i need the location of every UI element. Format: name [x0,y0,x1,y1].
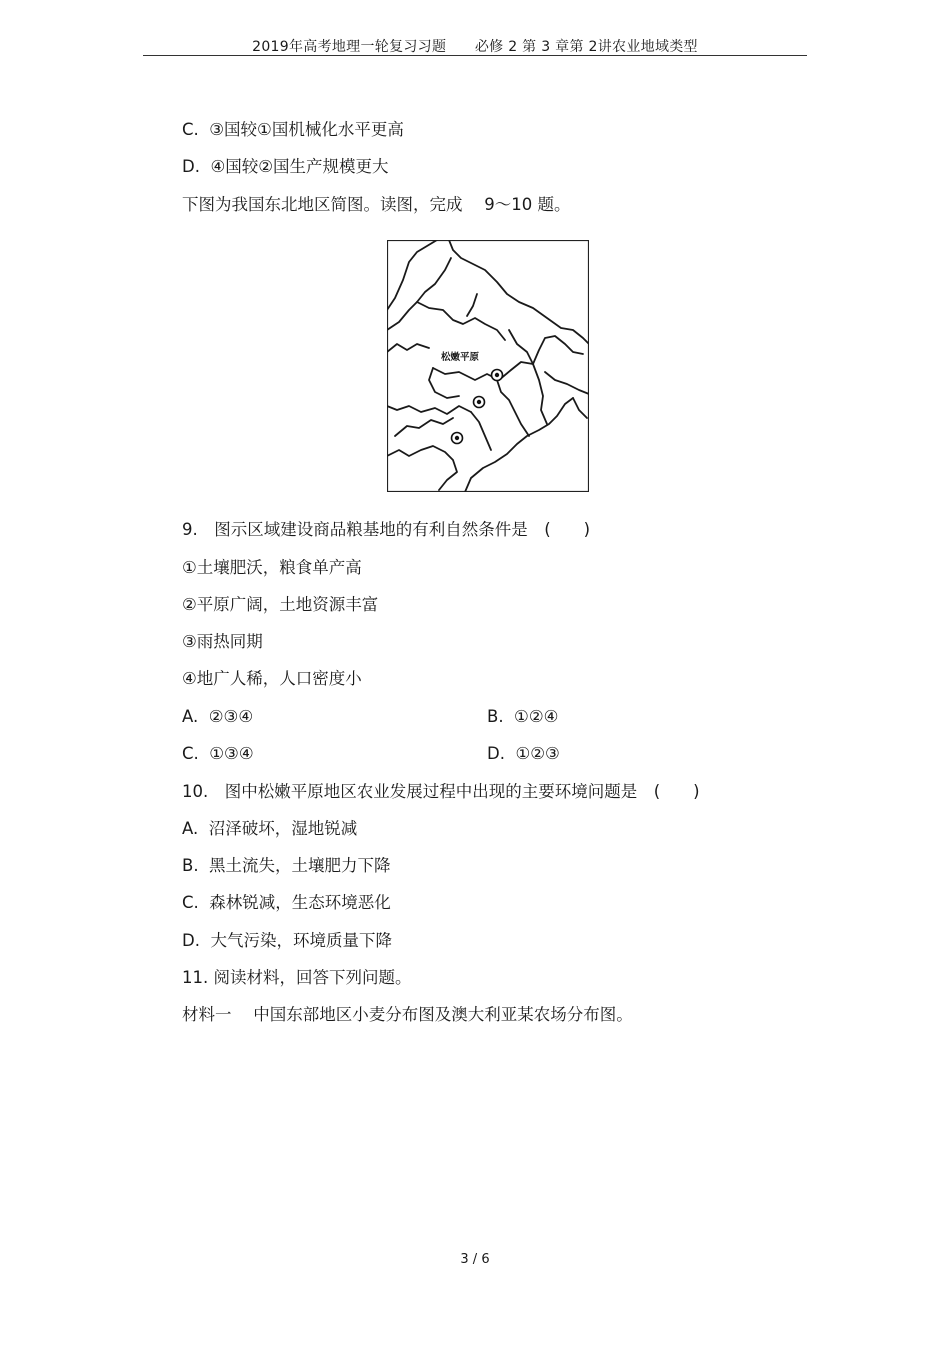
q11-stem: 11. 阅读材料，回答下列问题。 [182,968,412,987]
q9-option-d: D. ①②③ [487,744,560,763]
q9-option-a: A. ②③④ [182,707,254,726]
q9-item-2: ②平原广阔，土地资源丰富 [182,595,379,614]
page-number: 3 / 6 [460,1252,490,1267]
q9-stem: 9. 图示区域建设商品粮基地的有利自然条件是 ( ) [182,520,591,539]
header-rule [143,55,807,56]
q8-option-d: D. ④国较②国生产规模更大 [182,157,389,176]
q10-option-c: C. 森林锐减，生态环境恶化 [182,893,391,912]
q10-option-a: A. 沼泽破坏，湿地锐减 [182,819,358,838]
q10-option-b: B. 黑土流失，土壤肥力下降 [182,856,391,875]
q9-item-1: ①土壤肥沃，粮食单产高 [182,558,362,577]
q10-option-d: D. 大气污染，环境质量下降 [182,931,392,950]
q9-item-3: ③雨热同期 [182,632,263,651]
q9-item-4: ④地广人稀，人口密度小 [182,669,362,688]
songnen-plain-label: 松嫩平原 [441,352,480,363]
q10-stem: 10. 图中松嫩平原地区农业发展过程中出现的主要环境问题是 ( ) [182,782,700,801]
northeast-china-map [387,240,589,492]
q8-option-c: C. ③国较①国机械化水平更高 [182,120,404,139]
q9-option-b: B. ①②④ [487,707,559,726]
page-header: 2019年高考地理一轮复习习题 必修 2 第 3 章第 2讲农业地域类型 [252,39,698,55]
map-intro: 下图为我国东北地区简图。读图，完成 9～10 题。 [182,195,571,214]
material-one: 材料一 中国东部地区小麦分布图及澳大利亚某农场分布图。 [182,1005,633,1024]
q9-option-c: C. ①③④ [182,744,254,763]
